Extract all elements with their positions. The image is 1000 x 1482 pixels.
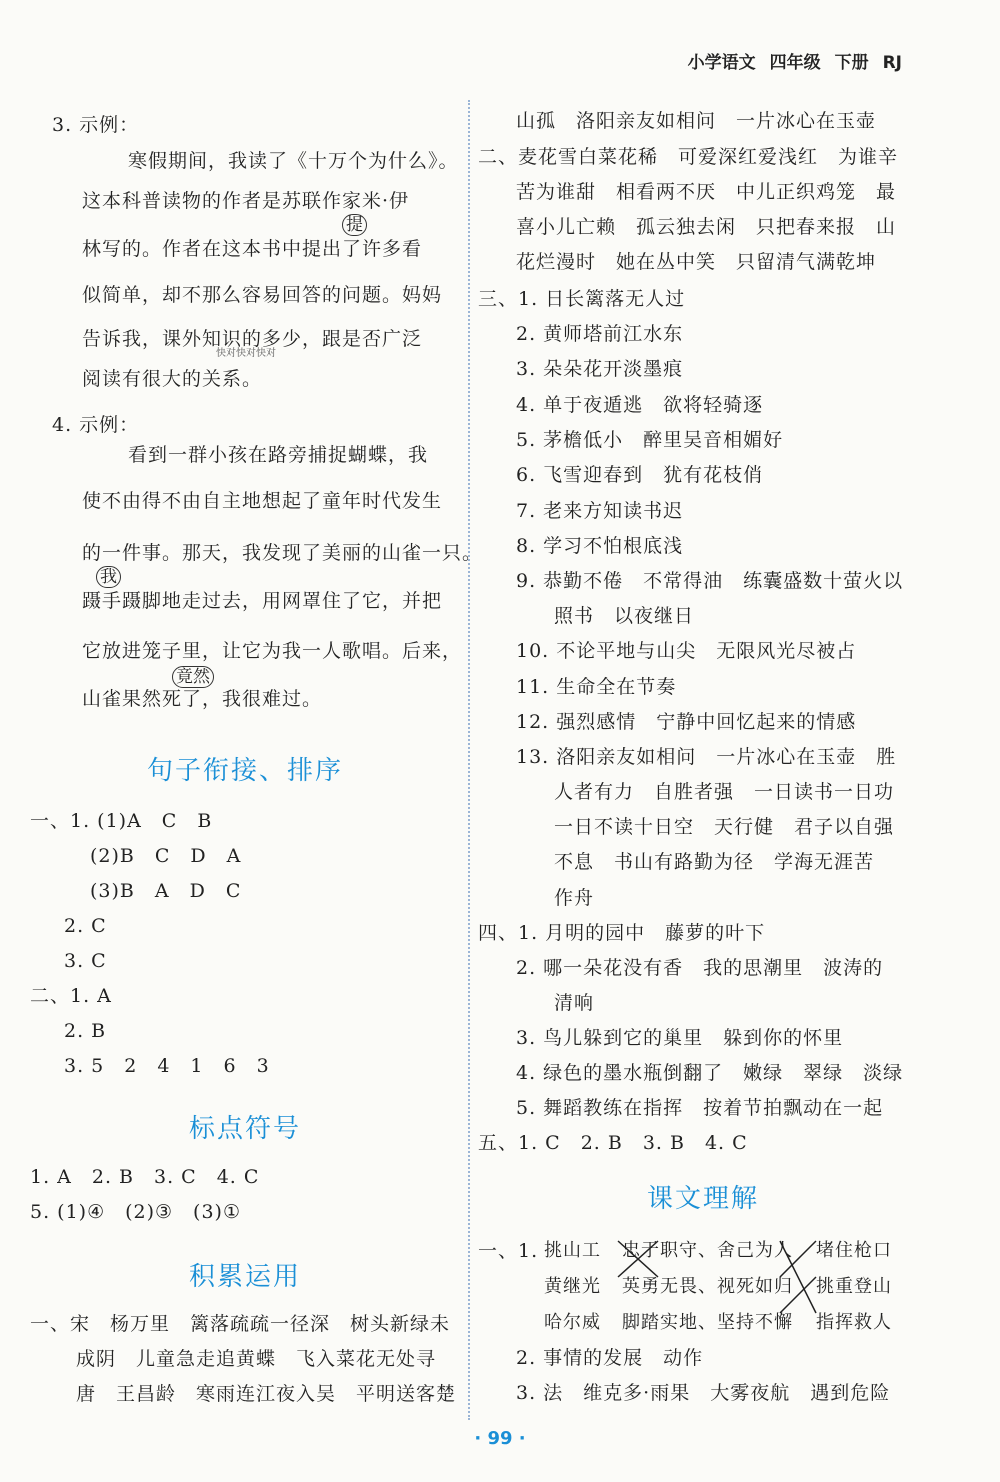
q3-line: 似简单，却不那么容易回答的问题。妈妈 [82,284,443,306]
answer-line: 11. 生命全在节奏 [516,676,677,698]
section-title: 句子衔接、排序 [146,756,343,786]
q4-line: 使不由得不由自主地想起了童年时代发生 [82,490,443,512]
q3-line: 这本科普读物的作者是苏联作家米·伊 [82,190,410,212]
page-number: · 99 · [474,1428,526,1449]
q3-line: 告诉我，课外知识的多少，跟是否广泛 [82,328,423,350]
answer-line: 唐 王昌龄 寒雨连江夜入吴 平明送客楚 [76,1383,457,1405]
answer-line: 2. 哪一朵花没有香 我的思潮里 波涛的 [516,957,884,979]
answer-line: 苦为谁甜 相看两不厌 中儿正织鸡笼 最 [516,181,897,203]
match-item: 黄继光 [544,1276,601,1297]
answer-line: 9. 恭勤不倦 不常得油 练囊盛数十萤火以 [516,570,904,592]
header-edition: RJ [882,53,902,73]
match-item: 哈尔威 [544,1312,601,1333]
answer-line: 二、麦花雪白菜花稀 可爱深红爱浅红 为谁辛 [478,146,899,168]
answer-line: 5. 舞蹈教练在指挥 按着节拍飘动在一起 [516,1097,884,1119]
q4-line: 它放进笼子里，让它为我一人歌唱。后来， [82,640,463,662]
answer-line: 照书 以夜继日 [554,605,695,627]
match-item: 堵住枪口 [816,1240,892,1261]
q3-line: 阅读有很大的关系。 [82,368,263,390]
header-volume: 下册 [834,53,869,73]
answer-line: (3)B A D C [90,880,242,902]
q3-line: 林写的。作者在这本书中提出了许多看 [82,238,423,260]
answer-line: 山孤 洛阳亲友如相问 一片冰心在玉壶 [516,110,877,132]
answer-line: 三、1. 日长篱落无人过 [478,288,686,310]
answer-line: 五、1. C 2. B 3. B 4. C [478,1132,748,1154]
insert-mark: 竟然 [172,662,214,687]
answer-line: 3. 5 2 4 1 6 3 [64,1055,270,1077]
answer-line: 成阴 儿童急走追黄蝶 飞入菜花无处寻 [76,1348,437,1370]
q4-line: 看到一群小孩在路旁捕捉蝴蝶，我 [128,444,429,466]
match-item: 脚踏实地、坚持不懈 [622,1312,793,1333]
match-item: 忠于职守、舍己为人 [622,1240,793,1261]
answer-line: 不息 书山有路勤为径 学海无涯苦 [554,851,875,873]
answer-line: 6. 飞雪迎春到 犹有花枝俏 [516,464,764,486]
match-item: 英勇无畏、视死如归 [622,1276,793,1297]
answer-line: 2. 事情的发展 动作 [516,1347,704,1369]
answer-line: 一、1. (1)A C B [30,810,213,832]
answer-line: 3. C [64,950,107,972]
answer-line: 7. 老来方知读书迟 [516,500,684,522]
column-divider [468,100,470,1420]
answer-line: 一日不读十日空 天行健 君子以自强 [554,816,895,838]
answer-line: 4. 单于夜遁逃 欲将轻骑逐 [516,394,764,416]
section-title: 课文理解 [646,1184,759,1214]
answer-line: 四、1. 月明的园中 藤萝的叶下 [478,922,766,944]
answer-line: 3. 法 维克多·雨果 大雾夜航 遇到危险 [516,1382,891,1404]
answer-line: 10. 不论平地与山尖 无限风光尽被占 [516,640,857,662]
insert-mark: 我 [96,562,121,587]
answer-line: 3. 鸟儿躲到它的巢里 躲到你的怀里 [516,1027,844,1049]
answer-line: 13. 洛阳亲友如相问 一片冰心在玉壶 胜 [516,746,897,768]
answer-line: 作舟 [554,887,595,909]
answer-line: 清响 [554,992,595,1014]
q4-line: 的一件事。那天，我发现了美丽的山雀一只。 [82,542,483,564]
answer-line: 3. 朵朵花开淡墨痕 [516,358,684,380]
answer-line: 2. C [64,915,107,937]
answer-line: 1. A 2. B 3. C 4. C [30,1166,260,1188]
section-title: 积累运用 [188,1262,301,1292]
correction-note: 快对快对快对 [216,348,276,359]
answer-line: 4. 绿色的墨水瓶倒翻了 嫩绿 翠绿 淡绿 [516,1062,904,1084]
answer-line: 喜小儿亡赖 孤云独去闲 只把春来报 山 [516,216,897,238]
header-subject: 小学语文 [687,53,756,73]
answer-line: 12. 强烈感情 宁静中回忆起来的情感 [516,711,857,733]
answer-line: 5. (1)④ (2)③ (3)① [30,1201,242,1223]
insert-mark: 提 [342,210,367,235]
match-item: 挑山工 [544,1240,601,1261]
header-grade: 四年级 [769,53,821,73]
answer-line: 花烂漫时 她在丛中笑 只留清气满乾坤 [516,251,877,273]
answer-line: 2. B [64,1020,107,1042]
answer-line: 一、宋 杨万里 篱落疏疏一径深 树头新绿未 [30,1313,451,1335]
answer-line: 2. 黄师塔前江水东 [516,323,684,345]
match-item: 挑重登山 [816,1276,892,1297]
page-header [674,48,902,73]
answer-line: 5. 茅檐低小 醉里吴音相媚好 [516,429,784,451]
q4-label: 4. 示例： [52,414,140,436]
q3-label: 3. 示例： [52,114,140,136]
matching-lines [478,1225,918,1335]
match-item: 指挥救人 [816,1312,892,1333]
q3-line: 寒假期间，我读了《十万个为什么》。 [128,150,459,172]
match-prefix: 一、1. [478,1240,539,1262]
answer-line: 二、1. A [30,985,112,1007]
answer-line: (2)B C D A [90,845,242,867]
answer-line: 人者有力 自胜者强 一日读书一日功 [554,781,895,803]
q4-line: 山雀果然死了，我很难过。 [82,688,323,710]
q4-line: 蹑手蹑脚地走过去，用网罩住了它，并把 [82,590,443,612]
answer-line: 8. 学习不怕根底浅 [516,535,684,557]
section-title: 标点符号 [188,1114,301,1144]
